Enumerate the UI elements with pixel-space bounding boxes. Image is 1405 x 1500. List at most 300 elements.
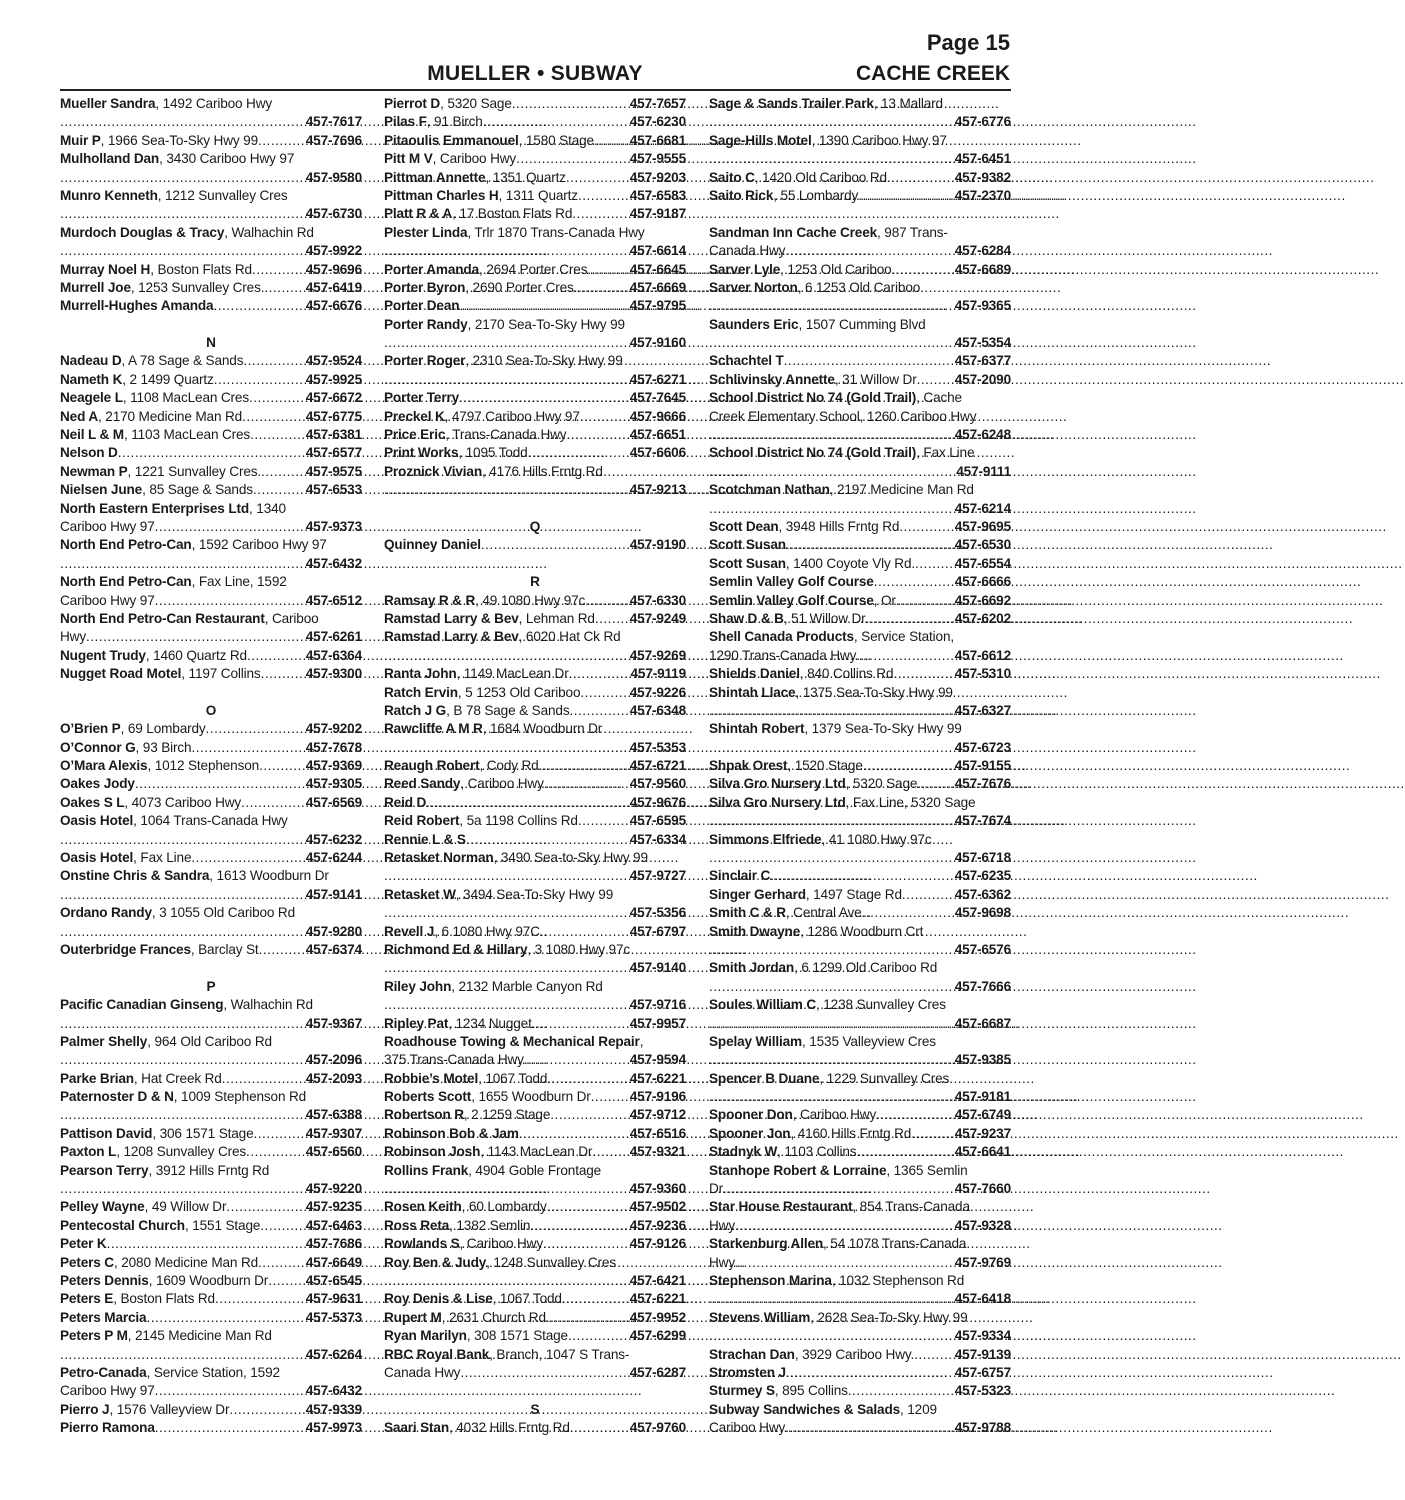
- listing-row: [709, 261, 1011, 279]
- listing-phone: 457-6775: [305, 408, 362, 424]
- listing-phone: 457-7666: [954, 978, 1011, 994]
- dot-leader: [60, 113, 306, 131]
- listing-text: [709, 628, 954, 646]
- listing-phone: 457-6687: [954, 1015, 1011, 1031]
- listing-name: Ratch Ervin: [384, 684, 458, 700]
- dot-leader: [60, 923, 306, 941]
- listing-name: Neagele L: [60, 390, 123, 406]
- listing-phone: 457-9249: [629, 610, 686, 626]
- listing-text: [384, 261, 587, 279]
- dot-leader: [252, 261, 306, 279]
- listing-text: [709, 95, 943, 113]
- dot-leader: [259, 941, 306, 959]
- listing-text: [60, 481, 253, 499]
- dot-leader: [60, 169, 306, 187]
- dot-leader: [539, 757, 630, 775]
- listing-name: Stromsten J: [709, 1364, 786, 1380]
- listing-text: [60, 628, 86, 646]
- dot-leader: [570, 1419, 630, 1437]
- listing-row: [384, 1272, 686, 1290]
- listing-phone: 457-6749: [954, 1107, 1011, 1123]
- dot-leader: [384, 371, 630, 389]
- listing-text: [60, 720, 206, 738]
- listing-text: [709, 684, 953, 702]
- listing-row: [60, 1254, 362, 1272]
- listing-phone: 457-6374: [305, 941, 362, 957]
- listing-row: [60, 205, 362, 223]
- listing-text: [709, 1364, 786, 1382]
- listing-address: , 1103 MacLean Cres: [123, 427, 251, 443]
- listing-row: [709, 1198, 1011, 1216]
- listing-text: [60, 426, 250, 444]
- listing-address: , Service Station, 1592: [146, 1364, 280, 1380]
- listing-row: [709, 408, 1011, 426]
- listing-address: , 1390 Cariboo Hwy 97: [811, 132, 947, 148]
- listing-phone: 457-9141: [305, 886, 362, 902]
- listing-phone: 457-9666: [629, 408, 686, 424]
- listing-name: Sandman Inn Cache Creek: [709, 224, 878, 240]
- listing-address: , 854 Trans-Canada: [852, 1199, 970, 1215]
- listing-name: Porter Roger: [384, 353, 466, 369]
- listing-row: [709, 867, 1011, 885]
- dot-leader: [566, 169, 630, 187]
- listing-name: Pitaoulis Emmanouel: [384, 132, 519, 148]
- listing-row: [709, 684, 1011, 702]
- listing-row: [60, 867, 362, 885]
- listing-name: Peters P M: [60, 1328, 128, 1344]
- listing-address: , 308 1571 Stage: [466, 1328, 568, 1344]
- listing-row: [709, 1051, 1011, 1069]
- listing-name: Nugent Trudy: [60, 647, 146, 663]
- listing-text: [384, 1125, 519, 1143]
- listing-phone: 457-6327: [954, 702, 1011, 718]
- listing-address: , 3912 Hills Frntg Rd: [148, 1162, 270, 1178]
- listing-phone: 457-9280: [305, 923, 362, 939]
- dot-leader: [709, 1088, 955, 1106]
- listing-name: Riley John: [384, 978, 452, 994]
- dot-leader: [384, 904, 630, 922]
- listing-text: [709, 371, 917, 389]
- listing-name: Mueller Sandra: [60, 96, 156, 111]
- dot-leader: [60, 1180, 306, 1198]
- listing-row: [384, 592, 686, 610]
- running-head: MUELLER • SUBWAY: [427, 62, 643, 85]
- listing-address: Cariboo Hwy 97: [60, 518, 155, 534]
- listing-row: [709, 812, 1011, 830]
- listing-row: [384, 775, 686, 793]
- listing-address: , 4073 Cariboo Hwy: [124, 794, 242, 810]
- listing-address: , 1379 Sea-To-Sky Hwy 99: [804, 721, 962, 737]
- listing-phone: 457-9226: [629, 684, 686, 700]
- listing-name: Onstine Chris & Sandra: [60, 868, 210, 884]
- listing-address: , 54 1078 Trans-Canada: [823, 1236, 967, 1252]
- dot-leader: [591, 1088, 630, 1106]
- listing-row: [60, 959, 362, 977]
- listing-address: , 1311 Quartz: [498, 187, 578, 203]
- directory-column-1: [60, 95, 362, 1438]
- listing-address: , 1253 Old Cariboo: [780, 261, 892, 277]
- listing-text: [709, 1254, 735, 1272]
- listing-address: , 5320 Sage: [440, 96, 512, 111]
- listing-text: [60, 1327, 272, 1345]
- listing-name: O’Connor G: [60, 739, 136, 755]
- listing-address: Cariboo Hwy 97: [60, 1383, 155, 1399]
- listing-text: [709, 923, 923, 941]
- listing-name: Oasis Hotel: [60, 850, 134, 866]
- dot-leader: [902, 886, 955, 904]
- listing-text: [60, 224, 314, 242]
- listing-phone: 457-9788: [954, 1420, 1011, 1436]
- listing-address: , 3 1055 Old Cariboo Rd: [151, 905, 296, 921]
- listing-row: [709, 610, 1011, 628]
- listing-name: Scott Susan: [709, 537, 786, 553]
- listing-address: , 1208 Sunvalley Cres: [116, 1144, 247, 1160]
- listing-text: [709, 1162, 968, 1180]
- listing-text: [709, 242, 785, 260]
- listing-address: , 306 1571 Stage: [152, 1125, 254, 1141]
- listing-name: Ramstad Larry & Bev: [384, 610, 519, 626]
- listing-text: [384, 592, 585, 610]
- listing-name: Ramsay R & R: [384, 592, 476, 608]
- listing-name: Munro Kenneth: [60, 187, 158, 203]
- listing-name: Platt R & A: [384, 206, 453, 222]
- listing-row: [709, 1033, 1011, 1051]
- listing-row: [384, 500, 686, 518]
- listing-text: [60, 775, 135, 793]
- listing-row: [60, 1198, 362, 1216]
- listing-phone: 457-6364: [305, 647, 362, 663]
- listing-row: [709, 426, 1011, 444]
- listing-name: Pattison David: [60, 1125, 153, 1141]
- listing-name: Robinson Josh: [384, 1144, 481, 1160]
- listing-address: , A 78 Sage & Sands: [121, 353, 244, 369]
- listing-address: , 1032 Stephenson Rd: [831, 1273, 965, 1288]
- listing-name: Rowlands S: [384, 1236, 460, 1252]
- listing-phone: 457-6672: [305, 390, 362, 406]
- listing-row: [384, 1070, 686, 1088]
- listing-row: [384, 1346, 686, 1364]
- listing-row: [60, 242, 362, 260]
- listing-row: [384, 996, 686, 1014]
- listing-name: Spencer B Duane: [709, 1070, 820, 1086]
- listing-address: , B 78 Sage & Sands: [446, 702, 570, 718]
- listing-phone: 457-6595: [629, 813, 686, 829]
- listing-text: [709, 1180, 723, 1198]
- listing-row: [60, 95, 362, 113]
- listing-address: Dr: [709, 1181, 724, 1197]
- listing-name: Rollins Frank: [384, 1162, 469, 1178]
- listing-row: [709, 775, 1011, 793]
- listing-phone: 457-9760: [629, 1420, 686, 1436]
- dot-leader: [532, 1015, 630, 1033]
- listing-row: [60, 297, 362, 315]
- listing-text: [384, 1254, 616, 1272]
- listing-text: [60, 279, 264, 297]
- listing-address: , 6 1299 Old Cariboo Rd: [794, 960, 938, 976]
- listing-name: Rosen Keith: [384, 1199, 462, 1215]
- listing-address: , 1655 Woodburn Dr: [471, 1089, 591, 1105]
- listing-name: Stadnyk W: [709, 1144, 778, 1160]
- listing-row: [384, 169, 686, 187]
- listing-text: [60, 647, 247, 665]
- listing-text: [60, 444, 118, 462]
- listing-name: Semlin Valley Golf Course: [709, 592, 874, 608]
- listing-address: , 1382 Semlin: [449, 1217, 531, 1233]
- dot-leader: [60, 831, 306, 849]
- listing-address: , 91 Birch: [426, 114, 483, 130]
- dot-leader: [118, 444, 306, 462]
- listing-row: [384, 923, 686, 941]
- dot-leader: [709, 739, 955, 757]
- listing-row: [60, 684, 362, 702]
- listing-text: [384, 628, 621, 646]
- listing-row: [60, 849, 362, 867]
- listing-row: [709, 1272, 1011, 1290]
- dot-leader: [709, 334, 955, 352]
- listing-row: [60, 1162, 362, 1180]
- listing-phone: 457-9716: [629, 997, 686, 1013]
- listing-address: 1290 Trans-Canada Hwy: [709, 647, 857, 663]
- section-letter: S: [530, 1401, 540, 1417]
- listing-name: Reed Sandy: [384, 776, 461, 792]
- listing-address: , 1143 MacLean Dr: [480, 1144, 593, 1160]
- listing-text: [709, 536, 786, 554]
- listing-row: [384, 647, 686, 665]
- listing-text: [709, 1346, 914, 1364]
- listing-name: Print Works: [384, 445, 459, 461]
- listing-text: [709, 831, 931, 849]
- dot-leader: [587, 261, 629, 279]
- listing-phone: 457-5356: [629, 905, 686, 921]
- listing-row: [60, 1217, 362, 1235]
- listing-row: [384, 1419, 686, 1437]
- listing-phone: 457-6271: [629, 371, 686, 387]
- listing-name: Muir P: [60, 132, 101, 148]
- listing-text: [384, 95, 512, 113]
- dot-leader: [384, 1272, 630, 1290]
- listing-name: Robertson R: [384, 1107, 464, 1123]
- listing-row: [384, 481, 686, 499]
- dot-leader: [709, 297, 955, 315]
- listing-row: [709, 1070, 1011, 1088]
- listing-address: , 1067 Todd: [478, 1070, 548, 1086]
- listing-phone: 457-6730: [305, 206, 362, 222]
- listing-address: , Boston Flats Rd: [113, 1291, 215, 1307]
- dot-leader: [547, 1198, 630, 1216]
- listing-text: [709, 389, 962, 407]
- listing-text: [709, 904, 862, 922]
- listing-phone: 457-6666: [954, 574, 1011, 590]
- listing-name: Spooner Jon: [709, 1125, 791, 1141]
- listing-row: [384, 1364, 686, 1382]
- listing-row: [60, 1309, 362, 1327]
- listing-text: [384, 426, 566, 444]
- dot-leader: [848, 1382, 955, 1400]
- listing-name: Rupert M: [384, 1309, 442, 1325]
- listing-phone: 457-9111: [956, 463, 1011, 479]
- listing-name: O’Mara Alexis: [60, 758, 148, 774]
- listing-row: [384, 1254, 686, 1272]
- listing-name: Sarver Lyle: [709, 261, 781, 277]
- listing-text: [384, 923, 540, 941]
- listing-text: [384, 1088, 591, 1106]
- listing-name: Ordano Randy: [60, 905, 152, 921]
- listing-row: [709, 720, 1011, 738]
- listing-row: [60, 261, 362, 279]
- listing-text: [60, 132, 258, 150]
- dot-leader: [528, 444, 630, 462]
- listing-phone: 457-6533: [305, 482, 362, 498]
- dot-leader: [566, 426, 629, 444]
- listing-row: [384, 812, 686, 830]
- listing-address: , 2080 Medicine Man Rd: [113, 1254, 259, 1270]
- listing-text: [384, 978, 603, 996]
- section-letter: N: [206, 335, 216, 351]
- header-rule: [60, 89, 1011, 91]
- listing-row: [60, 904, 362, 922]
- listing-name: Roy Denis & Lise: [384, 1291, 493, 1307]
- dot-leader: [709, 1327, 955, 1345]
- dot-leader: [856, 1143, 954, 1161]
- listing-address: , 1535 Valleyview Cres: [801, 1033, 936, 1049]
- dot-leader: [786, 1364, 955, 1382]
- dot-leader: [863, 757, 955, 775]
- listing-address: , Lehman Rd: [518, 610, 595, 626]
- dot-leader: [585, 592, 630, 610]
- dot-leader: [709, 463, 956, 481]
- dot-leader: [887, 169, 955, 187]
- listing-name: Sarver Norton: [709, 279, 798, 295]
- listing-row: [384, 1015, 686, 1033]
- listing-row: [384, 739, 686, 757]
- dot-leader: [459, 389, 630, 407]
- listing-text: [60, 1162, 269, 1180]
- listing-name: O’Brien P: [60, 721, 121, 737]
- listing-row: [384, 1106, 686, 1124]
- listing-name: Peter K: [60, 1236, 107, 1252]
- listing-phone: 457-7696: [305, 132, 362, 148]
- listing-text: [60, 849, 191, 867]
- listing-text: [384, 444, 528, 462]
- listing-name: Pierro J: [60, 1401, 110, 1417]
- listing-row: [709, 1382, 1011, 1400]
- listing-address: , 1221 Sunvalley Cres.: [127, 463, 262, 479]
- dot-leader: [709, 978, 955, 996]
- listing-text: [709, 1382, 848, 1400]
- listing-address: , 1351 Quartz: [485, 169, 566, 185]
- listing-row: [709, 573, 1011, 591]
- listing-text: [384, 1106, 550, 1124]
- listing-phone: 457-6692: [954, 592, 1011, 608]
- dot-leader: [569, 702, 629, 720]
- listing-text: [60, 1364, 280, 1382]
- listing-name: Neil L & M: [60, 427, 124, 443]
- dot-leader: [384, 647, 630, 665]
- dot-leader: [215, 1290, 306, 1308]
- listing-row: [60, 1290, 362, 1308]
- listing-row: [709, 1401, 1011, 1419]
- listing-row: [709, 95, 1011, 113]
- dot-leader: [574, 279, 630, 297]
- listing-text: [384, 1143, 592, 1161]
- listing-text: [384, 150, 516, 168]
- dot-leader: [709, 113, 955, 131]
- listing-row: [709, 831, 1011, 849]
- listing-phone: 457-6676: [305, 298, 362, 314]
- listing-text: [709, 169, 887, 187]
- listing-phone: 457-9973: [305, 1420, 362, 1436]
- listing-text: [384, 941, 630, 959]
- dot-leader: [595, 610, 630, 628]
- listing-row: [709, 279, 1011, 297]
- listing-name: Stevens William: [709, 1309, 811, 1325]
- dot-leader: [261, 665, 306, 683]
- listing-address: , 2694 Porter Cres: [479, 261, 588, 277]
- listing-phone: 457-9952: [629, 1309, 686, 1325]
- dot-leader: [709, 1015, 955, 1033]
- listing-name: Peters C: [60, 1254, 114, 1270]
- listing-text: [60, 1382, 155, 1400]
- listing-name: Roy Ben & Judy: [384, 1254, 487, 1270]
- listing-name: Porter Dean: [384, 298, 460, 314]
- listing-row: [60, 408, 362, 426]
- listing-row: [60, 1088, 362, 1106]
- listing-row: [60, 1143, 362, 1161]
- listing-name: Scott Dean: [709, 518, 779, 534]
- listing-phone: 457-9727: [629, 868, 686, 884]
- dot-leader: [146, 1309, 305, 1327]
- listing-phone: 457-6388: [305, 1107, 362, 1123]
- listing-row: [709, 1309, 1011, 1327]
- listing-text: [384, 224, 645, 242]
- listing-row: [60, 187, 362, 205]
- listing-text: [384, 886, 613, 904]
- listing-address: , 85 Sage & Sands: [142, 482, 253, 498]
- dot-leader: [519, 1125, 630, 1143]
- listing-address: , Cariboo: [264, 610, 319, 626]
- dot-leader: [229, 1401, 305, 1419]
- listing-phone: 457-9155: [954, 758, 1011, 774]
- listing-name: Porter Amanda: [384, 261, 479, 277]
- dot-leader: [911, 1125, 955, 1143]
- listing-phone: 457-9795: [629, 298, 686, 314]
- listing-name: Sage & Sands Trailer Park: [709, 96, 874, 111]
- listing-text: [60, 1272, 268, 1290]
- listing-text: [709, 187, 858, 205]
- listing-name: Sage-Hills Motel: [709, 132, 812, 148]
- listing-name: Silva Gro Nursery Ltd: [709, 794, 846, 810]
- listing-name: Spooner Don: [709, 1107, 793, 1123]
- listing-name: Starkenburg Allen: [709, 1236, 824, 1252]
- listing-row: [709, 1235, 1011, 1253]
- listing-phone: 457-9305: [305, 776, 362, 792]
- listing-text: [709, 132, 947, 150]
- listing-text: [60, 592, 155, 610]
- listing-name: Ross Reta: [384, 1217, 450, 1233]
- listing-row: [60, 775, 362, 793]
- listing-phone: 457-6418: [954, 1291, 1011, 1307]
- dot-leader: [155, 1382, 306, 1400]
- listing-text: [384, 1235, 543, 1253]
- listing-text: [384, 849, 648, 867]
- listing-phone: 457-6530: [954, 537, 1011, 553]
- dot-leader: [86, 628, 306, 646]
- dot-leader: [516, 150, 630, 168]
- listing-phone: 457-6569: [305, 794, 362, 810]
- dot-leader: [899, 518, 954, 536]
- dot-leader: [135, 775, 306, 793]
- listing-row: [384, 665, 686, 683]
